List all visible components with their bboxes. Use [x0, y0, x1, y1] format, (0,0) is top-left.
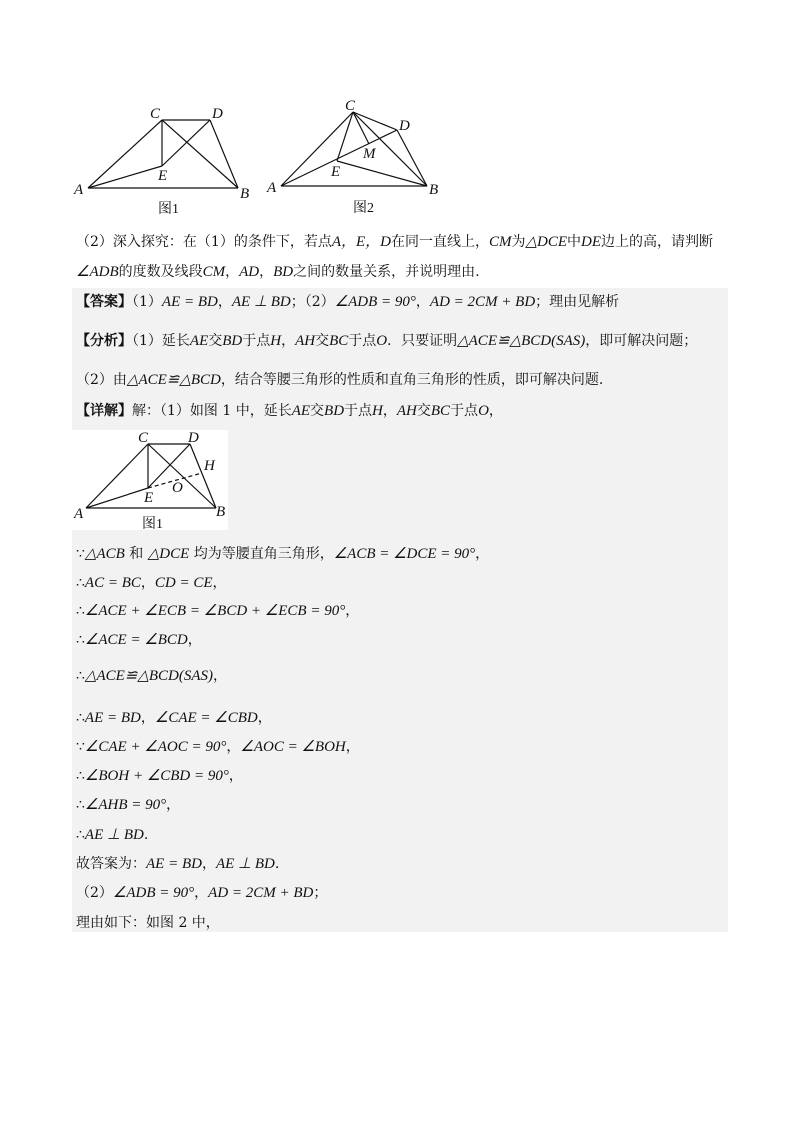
dt-text-g: ，: [488, 403, 503, 419]
step-2-eq-2: CD = CE: [154, 575, 213, 591]
an-ae: AE: [189, 333, 209, 349]
an-h: H: [270, 333, 282, 349]
an-text-a: （1）延长: [132, 333, 190, 349]
q2-text-d: 中: [567, 234, 582, 250]
question-2-line-2: [76, 262, 480, 282]
fig1-label-e: E: [158, 168, 168, 184]
proof-step-9: [76, 795, 180, 815]
answer-eq-3: ∠ADB = 90°: [334, 294, 416, 310]
q2-cm-2: CM: [202, 264, 226, 280]
answer-sep-2: ，: [415, 294, 430, 310]
q2-text-f: 的度数及线段: [118, 264, 203, 280]
dt-h: H: [372, 403, 383, 419]
detail-tag: 【详解】: [76, 403, 132, 419]
dt-text-f: 于点: [450, 403, 479, 419]
answer-eq-4: AD = 2CM + BD: [429, 294, 536, 310]
analysis-line-1: [76, 331, 697, 351]
conclusion-line: [76, 854, 279, 874]
fig3-label-e: E: [144, 490, 154, 506]
question-2-line-1: [76, 232, 713, 252]
answer-part-1: （1）: [132, 294, 162, 310]
step-1-text-and: 和: [124, 546, 148, 562]
p2-sep: ，: [194, 885, 209, 901]
part-2-line: [76, 883, 327, 903]
conc-text: 故答案为：: [76, 856, 146, 872]
q2-text-a: （2）深入探究：在（1）的条件下，若点: [76, 234, 332, 250]
proof-step-2: [76, 573, 227, 593]
answer-eq-2: AE ⊥ BD: [231, 294, 291, 310]
an-bc: BC: [329, 333, 349, 349]
figure-3: [72, 430, 228, 530]
dt-text-d: ，: [382, 403, 397, 419]
fig2-caption: 图2: [353, 201, 374, 216]
fig3-label-c: C: [138, 430, 149, 446]
an2-text-a: （2）由: [76, 372, 127, 388]
fig1-label-d: D: [212, 106, 223, 122]
analysis-tag: 【分析】: [76, 333, 132, 349]
fig1-caption: 图1: [158, 202, 179, 217]
step-4-eq: ∠ACE = ∠BCD: [84, 632, 188, 648]
step-9-symbol: ∴: [76, 797, 85, 813]
an-text-e: 交: [315, 333, 330, 349]
p2-eq-2: AD = 2CM + BD: [208, 885, 314, 901]
q2-triangle: △DCE: [525, 234, 568, 250]
fig2-label-b: B: [429, 182, 439, 198]
q2-text-c: 为: [511, 234, 526, 250]
proof-step-7: [76, 737, 360, 757]
proof-step-8: [76, 766, 243, 786]
q2-text-g: 之间的数量关系，并说明理由.: [293, 264, 480, 280]
analysis-line-2: [76, 370, 603, 390]
an-congruence: △ACE≌△BCD(SAS): [457, 333, 586, 349]
step-1-symbol: ∵: [76, 546, 85, 562]
step-2-eq-1: AC = BC: [84, 575, 141, 591]
p2-text: （2）: [76, 885, 113, 901]
step-7-sep: ，: [226, 739, 241, 755]
figure-3-diagram: [72, 430, 228, 530]
step-1-text: 均为等腰直角三角形，: [189, 546, 334, 562]
proof-step-6: [76, 708, 272, 728]
proof-step-4: [76, 630, 202, 650]
step-5-end: ，: [213, 668, 228, 684]
proof-step-5: [76, 666, 227, 686]
q2-angle: ∠ADB: [76, 264, 119, 280]
fig1-label-b: B: [240, 186, 250, 202]
an-text-g: ．只要证明: [387, 333, 458, 349]
conc-sep: ，: [201, 856, 216, 872]
step-8-eq: ∠BOH + ∠CBD = 90°: [84, 768, 229, 784]
fig2-label-a: A: [267, 180, 277, 196]
step-4-end: ，: [187, 632, 202, 648]
fig3-label-o: O: [172, 480, 183, 496]
an2-congruence: △ACE≌△BCD: [126, 372, 221, 388]
step-7-eq-1: ∠CAE + ∠AOC = 90°: [84, 739, 227, 755]
step-7-eq-2: ∠AOC = ∠BOH: [240, 739, 346, 755]
fig1-label-a: A: [74, 182, 84, 198]
proof-step-10: [76, 825, 148, 845]
figure-2-diagram: [265, 98, 450, 220]
q2-de: DE: [581, 234, 602, 250]
detail-intro: [76, 401, 503, 421]
step-2-symbol: ∴: [76, 575, 85, 591]
an-text-f: 于点: [348, 333, 377, 349]
q2-sep-2: ，: [259, 264, 274, 280]
step-6-end: ，: [257, 710, 272, 726]
dt-text-b: 交: [310, 403, 325, 419]
an-bd: BD: [222, 333, 243, 349]
answer-eq-1: AE = BD: [161, 294, 218, 310]
step-3-eq: ∠ACE + ∠ECB = ∠BCD + ∠ECB = 90°: [84, 603, 346, 619]
step-8-end: ，: [228, 768, 243, 784]
step-5-symbol: ∴: [76, 668, 85, 684]
step-1-eq: ∠ACB = ∠DCE = 90°: [333, 546, 476, 562]
fig2-label-e: E: [331, 164, 341, 180]
q2-sep-1: ，: [225, 264, 240, 280]
fig3-label-h: H: [204, 458, 215, 474]
p2-eq-1: ∠ADB = 90°: [112, 885, 195, 901]
p2-end: ；: [313, 885, 328, 901]
an2-text-b: ，结合等腰三角形的性质和直角三角形的性质，即可解决问题.: [220, 372, 604, 388]
answer-part-2: ；（2）: [290, 294, 335, 310]
an-text-h: ，即可解决问题；: [585, 333, 698, 349]
q2-text-b: 在同一直线上，: [391, 234, 489, 250]
dt-bd: BD: [324, 403, 345, 419]
fig1-label-c: C: [150, 106, 161, 122]
figure-2: [265, 98, 450, 220]
answer-sep: ，: [217, 294, 232, 310]
conc-eq-2: AE ⊥ BD: [215, 856, 275, 872]
answer-line: [76, 292, 619, 312]
step-5-congruence: △ACE≌△BCD(SAS): [84, 668, 214, 684]
conc-end: .: [274, 856, 280, 872]
step-6-symbol: ∴: [76, 710, 85, 726]
dt-text-a: 解：（1）如图 1 中，延长: [132, 403, 292, 419]
answer-tail: ；理由见解析: [535, 294, 620, 310]
an-text-c: 于点: [242, 333, 271, 349]
step-6-eq-1: AE = BD: [84, 710, 141, 726]
an-o: O: [376, 333, 388, 349]
fig2-label-c: C: [345, 98, 356, 114]
dt-o: O: [478, 403, 489, 419]
fig2-label-m: M: [363, 146, 376, 162]
conc-eq-1: AE = BD: [146, 856, 202, 872]
step-6-eq-2: ∠CAE = ∠CBD: [154, 710, 258, 726]
step-2-end: ，: [212, 575, 227, 591]
step-10-end: .: [143, 827, 149, 843]
fig3-label-b: B: [216, 504, 226, 520]
q2-ad: AD: [239, 264, 260, 280]
answer-tag: 【答案】: [76, 294, 132, 310]
q2-cm: CM: [489, 234, 512, 250]
step-1-tri-acb: △ACB: [84, 546, 125, 562]
figure-1: [70, 100, 260, 220]
step-6-sep: ，: [140, 710, 155, 726]
step-7-end: ，: [345, 739, 360, 755]
figure-1-diagram: [70, 100, 260, 220]
step-9-end: ，: [166, 797, 181, 813]
step-2-sep: ，: [140, 575, 155, 591]
dt-ah: AH: [396, 403, 417, 419]
an-ah: AH: [295, 333, 316, 349]
proof-step-1: [76, 544, 489, 564]
fig2-label-d: D: [399, 118, 410, 134]
step-8-symbol: ∴: [76, 768, 85, 784]
dt-bc: BC: [430, 403, 451, 419]
reason-line: 理由如下：如图 2 中，: [76, 915, 220, 931]
step-10-symbol: ∴: [76, 827, 85, 843]
dt-text-e: 交: [416, 403, 431, 419]
q2-bd: BD: [273, 264, 294, 280]
an-text-d: ，: [281, 333, 296, 349]
step-10-eq: AE ⊥ BD: [84, 827, 144, 843]
step-3-symbol: ∴: [76, 603, 85, 619]
fig3-label-d: D: [188, 430, 199, 446]
step-7-symbol: ∵: [76, 739, 85, 755]
proof-step-3: [76, 601, 359, 621]
step-4-symbol: ∴: [76, 632, 85, 648]
dt-ae: AE: [291, 403, 311, 419]
step-1-tri-dce: △DCE: [147, 546, 190, 562]
fig3-caption: 图1: [142, 517, 163, 532]
step-3-end: ，: [345, 603, 360, 619]
step-1-end: ，: [475, 546, 490, 562]
q2-points: A，E，D: [331, 234, 391, 250]
fig3-label-a: A: [74, 506, 84, 522]
dt-text-c: 于点: [344, 403, 373, 419]
step-9-eq: ∠AHB = 90°: [84, 797, 167, 813]
an-text-b: 交: [208, 333, 223, 349]
q2-text-e: 边上的高，请判断: [601, 234, 714, 250]
